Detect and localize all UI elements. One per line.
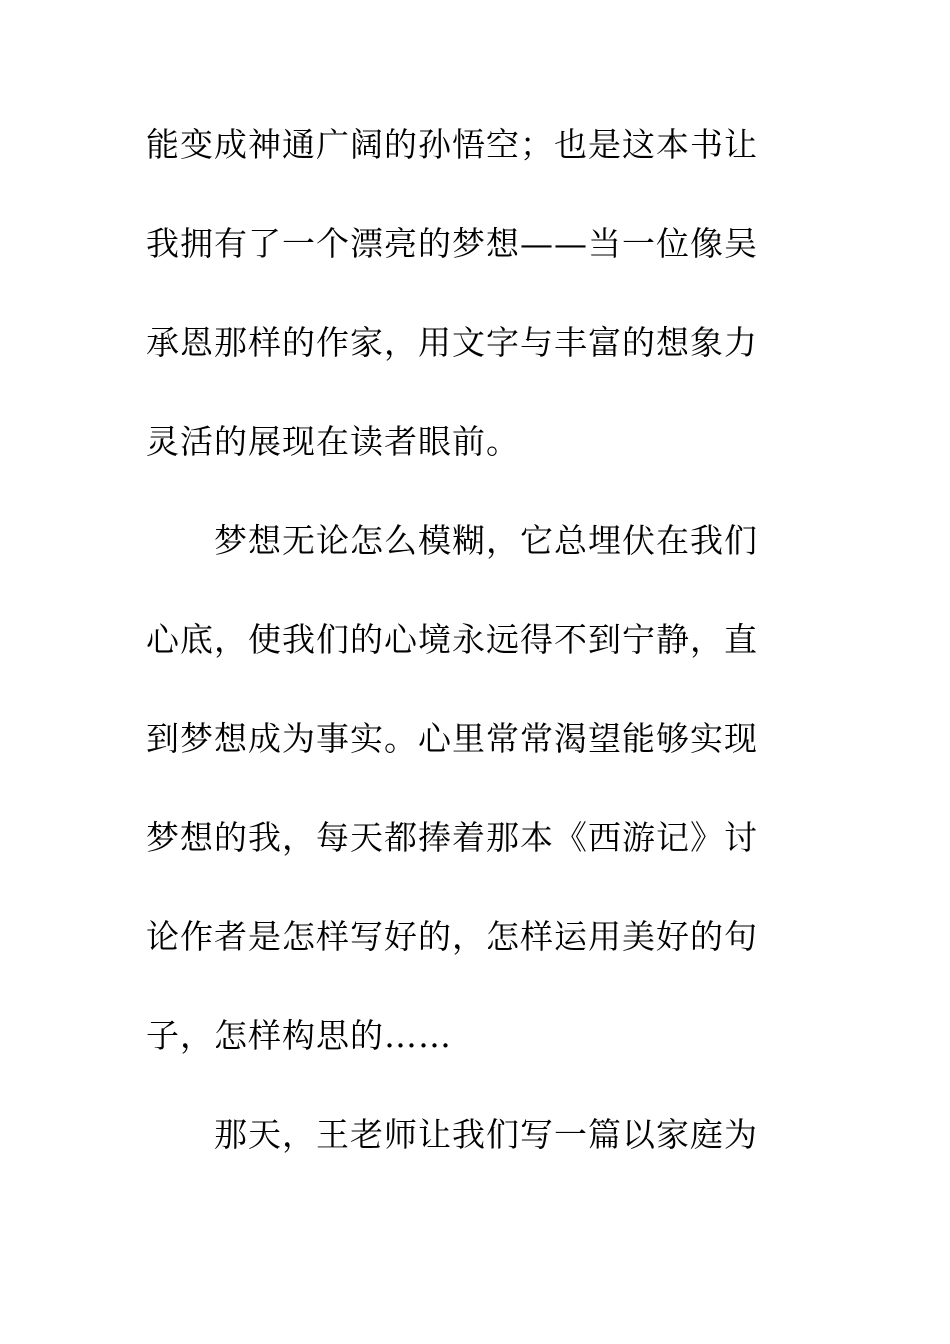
- text-line: 梦想的我，每天都捧着那本《西游记》讨: [146, 818, 758, 857]
- text-line: 子，怎样构思的……: [146, 1016, 452, 1055]
- paragraph-first-line: 那天，王老师让我们写一篇以家庭为: [214, 1115, 758, 1154]
- text-line: 心底，使我们的心境永远得不到宁静，直: [146, 620, 758, 659]
- paragraph-first-line: 梦想无论怎么模糊，它总埋伏在我们: [214, 521, 758, 560]
- text-line: 灵活的展现在读者眼前。: [146, 422, 520, 461]
- body-text: [146, 125, 786, 1217]
- text-line: 我拥有了一个漂亮的梦想——当一位像吴: [146, 224, 758, 263]
- text-line: 论作者是怎样写好的，怎样运用美好的句: [146, 917, 758, 956]
- text-line: 承恩那样的作家，用文字与丰富的想象力: [146, 323, 758, 362]
- text-line: 能变成神通广阔的孙悟空；也是这本书让: [146, 125, 758, 164]
- text-line: 到梦想成为事实。心里常常渴望能够实现: [146, 719, 758, 758]
